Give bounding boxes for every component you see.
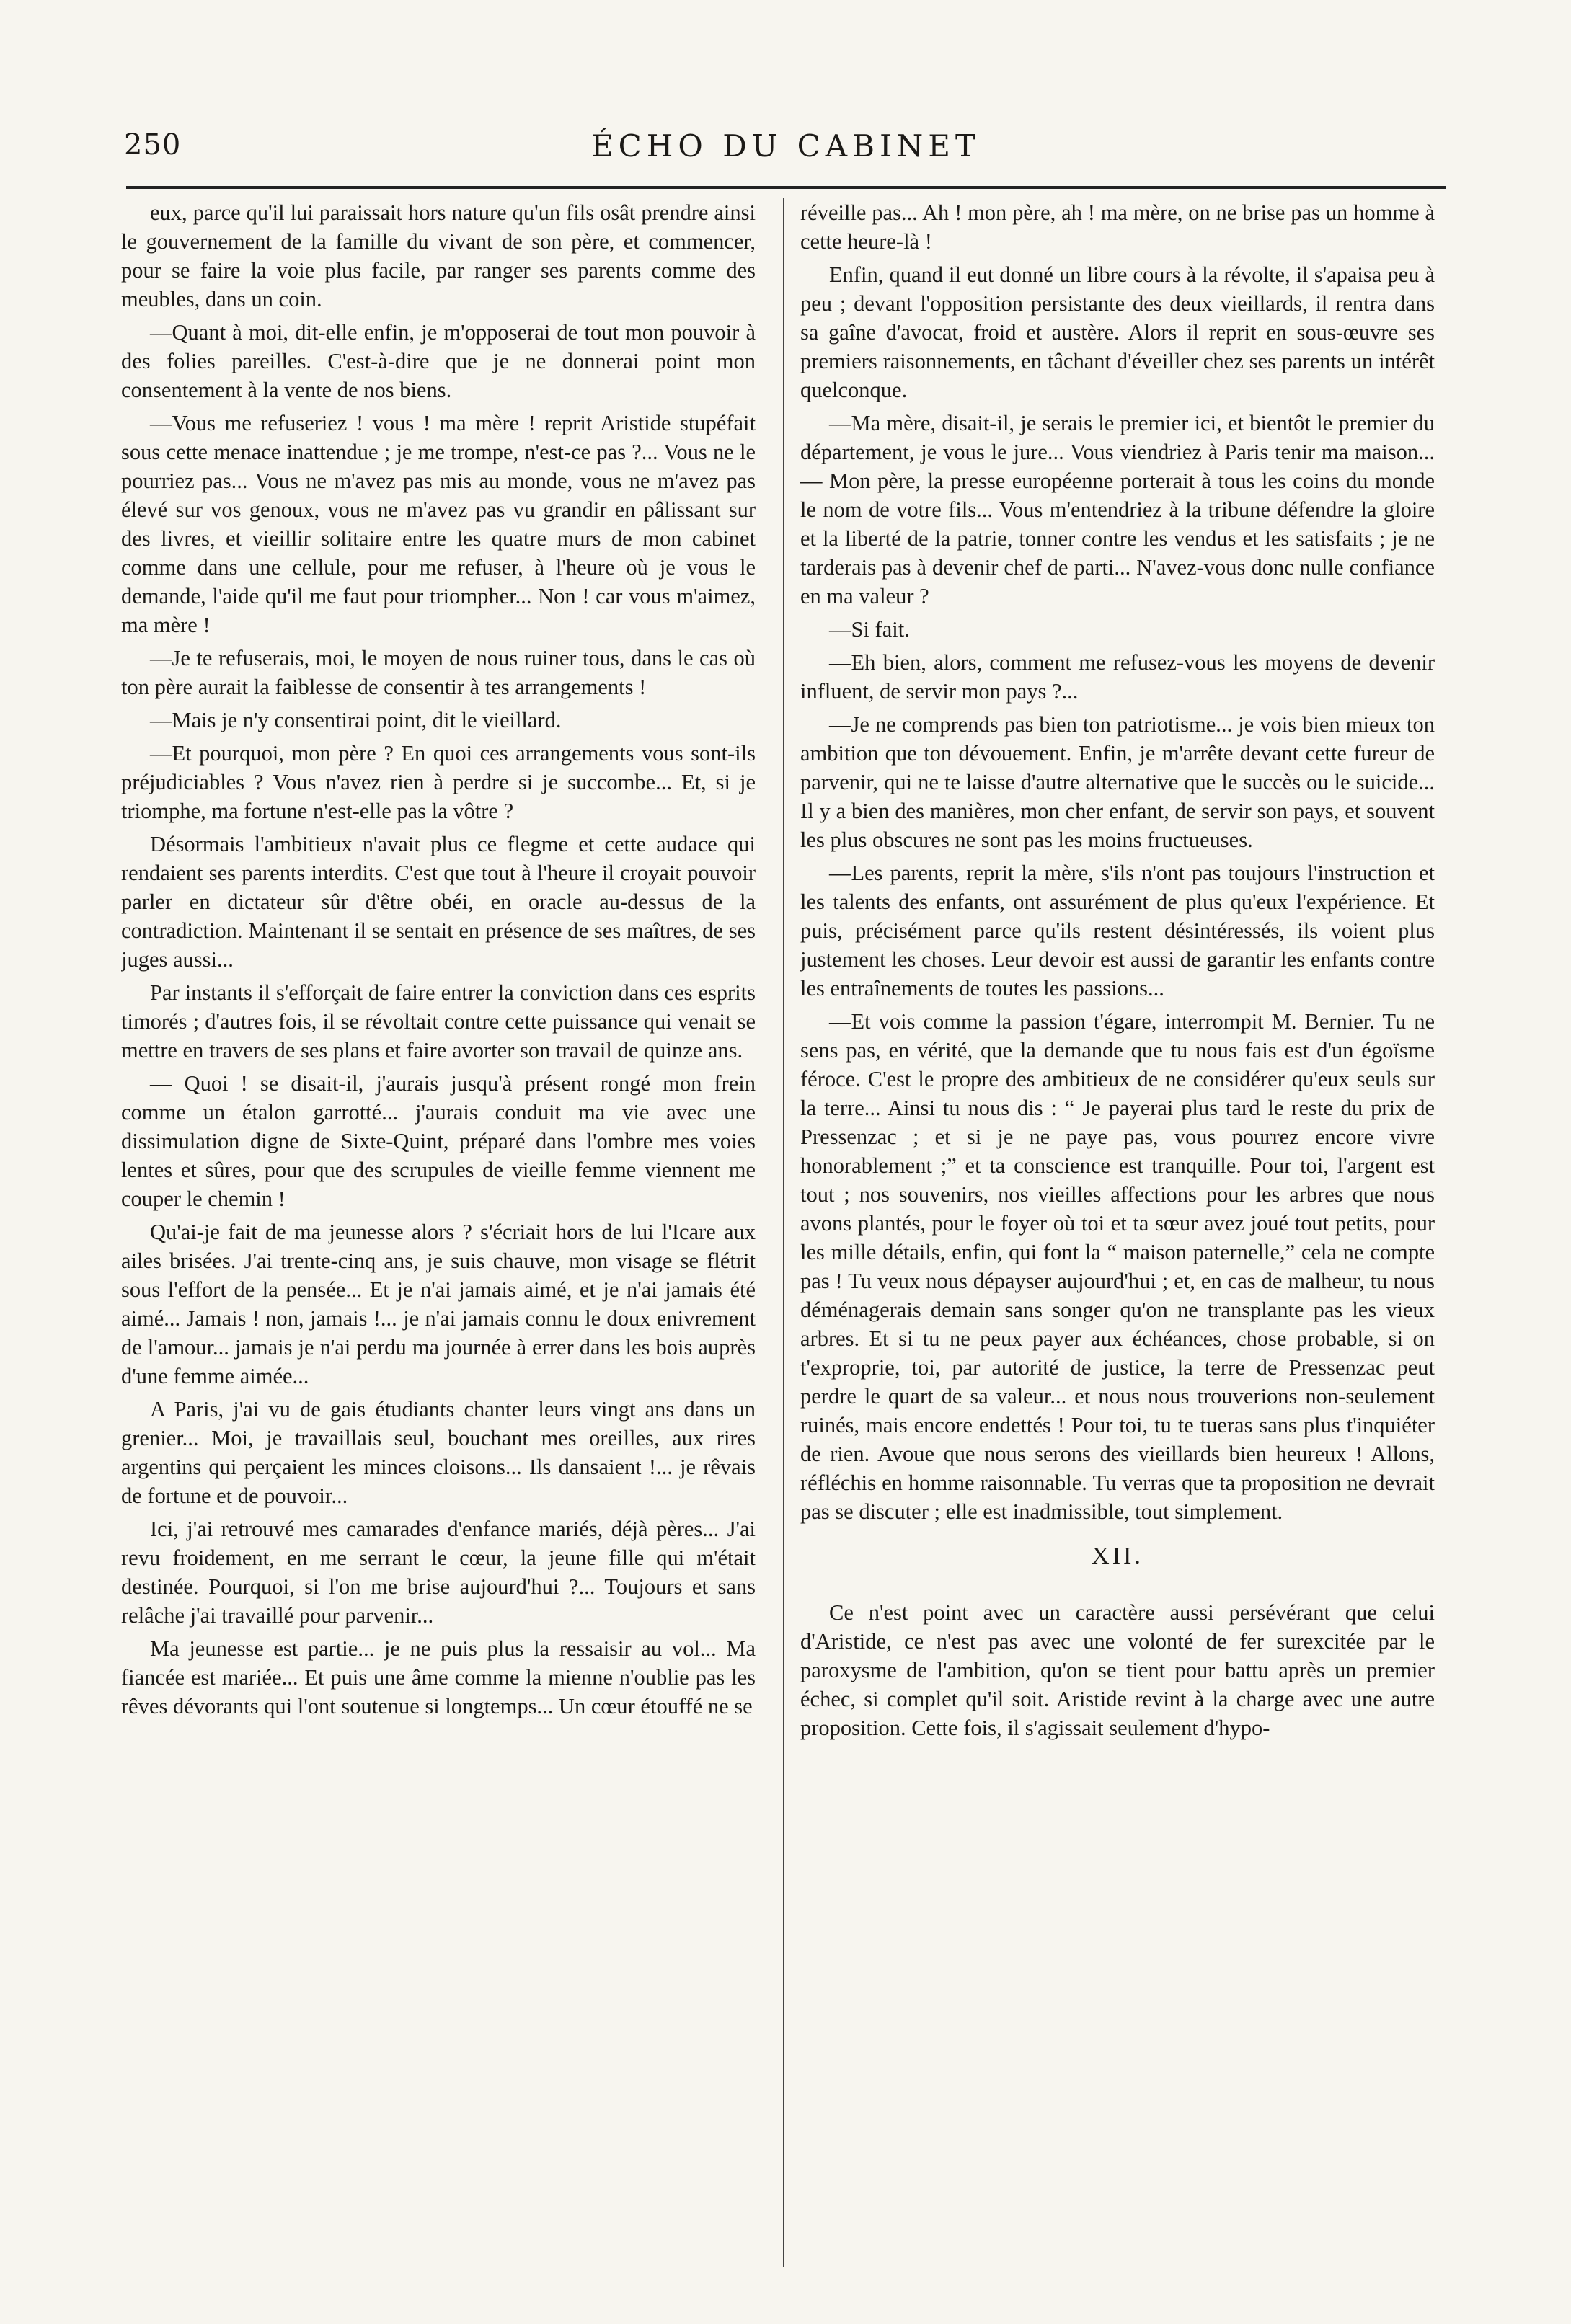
paragraph: A Paris, j'ai vu de gais étudiants chanter leurs vingt ans dans un grenier... Moi, je travaillais seul, bouchant mes oreilles, aux rires argentins qui perçaient les minces cloisons... Ils dansaient !... je rêvais de fortune et de pouvoir... <box>121 1397 756 1508</box>
page-number: 250 <box>124 128 182 161</box>
paragraph: réveille pas... Ah ! mon père, ah ! ma mère, on ne brise pas un homme à cette heure-là ! <box>800 200 1435 254</box>
paragraph: Ma jeunesse est partie... je ne puis plus la ressaisir au vol... Ma fiancée est mariée... Et puis une âme comme la mienne n'oublie pas les rêves dévorants qui l'ont soutenue si longtemps... Un cœur étouffé ne se <box>121 1636 756 1718</box>
paragraph: eux, parce qu'il lui paraissait hors nature qu'un fils osât prendre ainsi le gouvernement de la famille du vivant de son père, et commencer, pour se faire la voie plus facile, par ranger ses parents comme des meubles, dans un coin. <box>121 200 756 311</box>
paragraph: —Si fait. <box>829 617 910 642</box>
paragraph: —Ma mère, disait-il, je serais le premier ici, et bientôt le premier du département, je vous le jure... Vous viendriez à Paris tenir ma maison... — Mon père, la presse européenne porterait à tous les coins du monde le nom de votre fils... Vous m'entendriez à la tribune défendre la gloire et la liberté de la patrie, tonner contre les vendus et les satisfaits ; je ne tarderais pas à devenir chef de parti... N'avez-vous donc nulle confiance en ma valeur ? <box>800 411 1435 608</box>
running-title: ÉCHO DU CABINET <box>591 128 981 164</box>
paragraph: Désormais l'ambitieux n'avait plus ce flegme et cette audace qui rendaient ses parents interdits. C'est que tout à l'heure il croyait pouvoir parler en dictateur sûr d'être obéi, en oracle au-dessus de la contradiction. Maintenant il se sentait en présence de ses maîtres, de ses juges aussi... <box>121 832 756 972</box>
page-header <box>123 128 1449 172</box>
paragraph: — Quoi ! se disait-il, j'aurais jusqu'à présent rongé mon frein comme un étalon garrotté... j'aurais conduit ma vie avec une dissimulation digne de Sixte-Quint, préparé dans l'ombre mes voies lentes et sûres, pour que des scrupules de vieille femme viennent me couper le chemin ! <box>121 1071 756 1211</box>
paragraph: —Mais je n'y consentirai point, dit le vieillard. <box>150 708 562 732</box>
paragraph: —Les parents, reprit la mère, s'ils n'ont pas toujours l'instruction et les talents des enfants, ont assurément de plus qu'eux l'expérience. Et puis, précisément parce qu'ils restent désintéressés, ils voient plus justement les choses. Leur devoir est aussi de garantir les enfants contre les entraînements de toutes les passions... <box>800 861 1435 1001</box>
paragraph: Ce n'est point avec un caractère aussi persévérant que celui d'Aristide, ce n'est pas avec une volonté de fer surexcitée par le paroxysme de l'ambition, qu'on se tient pour battu après un premier échec, si complet qu'il soit. Aristide revint à la charge avec une autre proposition. Cette fois, il s'agissait seulement d'hypo- <box>800 1600 1435 1740</box>
paragraph: Qu'ai-je fait de ma jeunesse alors ? s'écriait hors de lui l'Icare aux ailes brisées. J'ai trente-cinq ans, je suis chauve, mon visage se flétrit sous l'effort de la pensée... Et je n'ai jamais aimé, et je n'ai jamais été aimé... Jamais ! non, jamais !... je n'ai jamais connu le doux enivrement de l'amour... jamais je n'ai perdu ma journée à errer dans les bois auprès d'une femme aimée... <box>121 1220 756 1388</box>
paragraph: Par instants il s'efforçait de faire entrer la conviction dans ces esprits timorés ; d'autres fois, il se révoltait contre cette puissance qui venait se mettre en travers de ses plans et faire avorter son travail de quinze ans. <box>121 980 756 1063</box>
left-column <box>121 198 756 2274</box>
paragraph: —Je ne comprends pas bien ton patriotisme... je vois bien mieux ton ambition que ton dévouement. Enfin, je m'arrête devant cette fureur de parvenir, qui ne te laisse d'autre alternative que le succès ou le suicide... Il y a bien des manières, mon cher enfant, de servir son pays, et souvent les plus obscures ne sont pas les moins fructueuses. <box>800 712 1435 852</box>
paragraph: —Quant à moi, dit-elle enfin, je m'opposerai de tout mon pouvoir à des folies pareilles. C'est-à-dire que je ne donnerai point mon consentement à la vente de nos biens. <box>121 320 756 402</box>
chapter-heading: XII. <box>1092 1543 1143 1569</box>
column-divider <box>783 198 784 2267</box>
right-column <box>800 198 1435 2274</box>
paragraph: Enfin, quand il eut donné un libre cours à la révolte, il s'apaisa peu à peu ; devant l'opposition persistante des deux vieillards, il rentra dans sa gaîne d'avocat, froid et austère. Alors il reprit en sous-œuvre ses premiers raisonnements, en tâchant d'éveiller chez ses parents un intérêt quelconque. <box>800 262 1435 402</box>
paragraph: —Et vois comme la passion t'égare, interrompit M. Bernier. Tu ne sens pas, en vérité, que la demande que tu nous fais est d'un égoïsme féroce. C'est le propre des ambitieux de ne considérer qu'eux seuls sur la terre... Ainsi tu nous dis : “ Je payerai plus tard le reste du prix de Pressenzac ; et si je ne paye pas, vous pourrez encore vivre honorablement ;” et ta conscience est tranquille. Pour toi, l'argent est tout ; nos souvenirs, nos vieilles affections pour les arbres que nous avons plantés, pour le foyer où toi et ta sœur avez joué tout petits, pour les mille détails, enfin, qui font la “ maison paternelle,” cela ne compte pas ! Tu veux nous dépayser aujourd'hui ; et, en cas de malheur, tu nous déménagerais demain sans songer qu'on ne transplante pas les vieux arbres. Et si tu ne peux payer aux échéances, chose probable, si on t'exproprie, toi, par autorité de justice, la terre de Pressenzac peut perdre le quart de sa valeur... et nous nous trouverions non-seulement ruinés, mais encore endettés ! Pour toi, tu te tueras sans plus t'inquiéter de rien. Avoue que nous serons des vieillards bien heureux ! Allons, réfléchis en homme raisonnable. Tu verras que ta proposition ne devrait pas se discuter ; elle est inadmissible, tout simplement. <box>800 1009 1435 1524</box>
paragraph: —Vous me refuseriez ! vous ! ma mère ! reprit Aristide stupéfait sous cette menace inattendue ; je me trompe, n'est-ce pas ?... Vous ne le pourriez pas... Vous ne m'avez pas mis au monde, vous ne m'avez pas élevé sur vos genoux, vous ne m'avez pas vu grandir en pâlissant sur des livres, et vieillir solitaire entre les quatre murs de mon cabinet comme dans une cellule, pour me refuser, à l'heure où je vous le demande, l'aide qu'il me faut pour triompher... Non ! car vous m'aimez, ma mère ! <box>121 411 756 637</box>
paragraph: —Eh bien, alors, comment me refusez-vous les moyens de devenir influent, de servir mon pays ?... <box>800 650 1435 704</box>
paragraph: —Et pourquoi, mon père ? En quoi ces arrangements vous sont-ils préjudiciables ? Vous n'avez rien à perdre si je succombe... Et, si je triomphe, ma fortune n'est-elle pas la vôtre ? <box>121 741 756 823</box>
paragraph: —Je te refuserais, moi, le moyen de nous ruiner tous, dans le cas où ton père aurait la faiblesse de consentir à tes arrangements ! <box>121 646 756 699</box>
header-rule <box>126 186 1446 189</box>
paragraph: Ici, j'ai retrouvé mes camarades d'enfance mariés, déjà pères... J'ai revu froidement, en me serrant le cœur, la jeune fille qui m'était destinée. Pourquoi, si l'on me brise aujourd'hui ?... Toujours et sans relâche j'ai travaillé pour parvenir... <box>121 1517 756 1628</box>
